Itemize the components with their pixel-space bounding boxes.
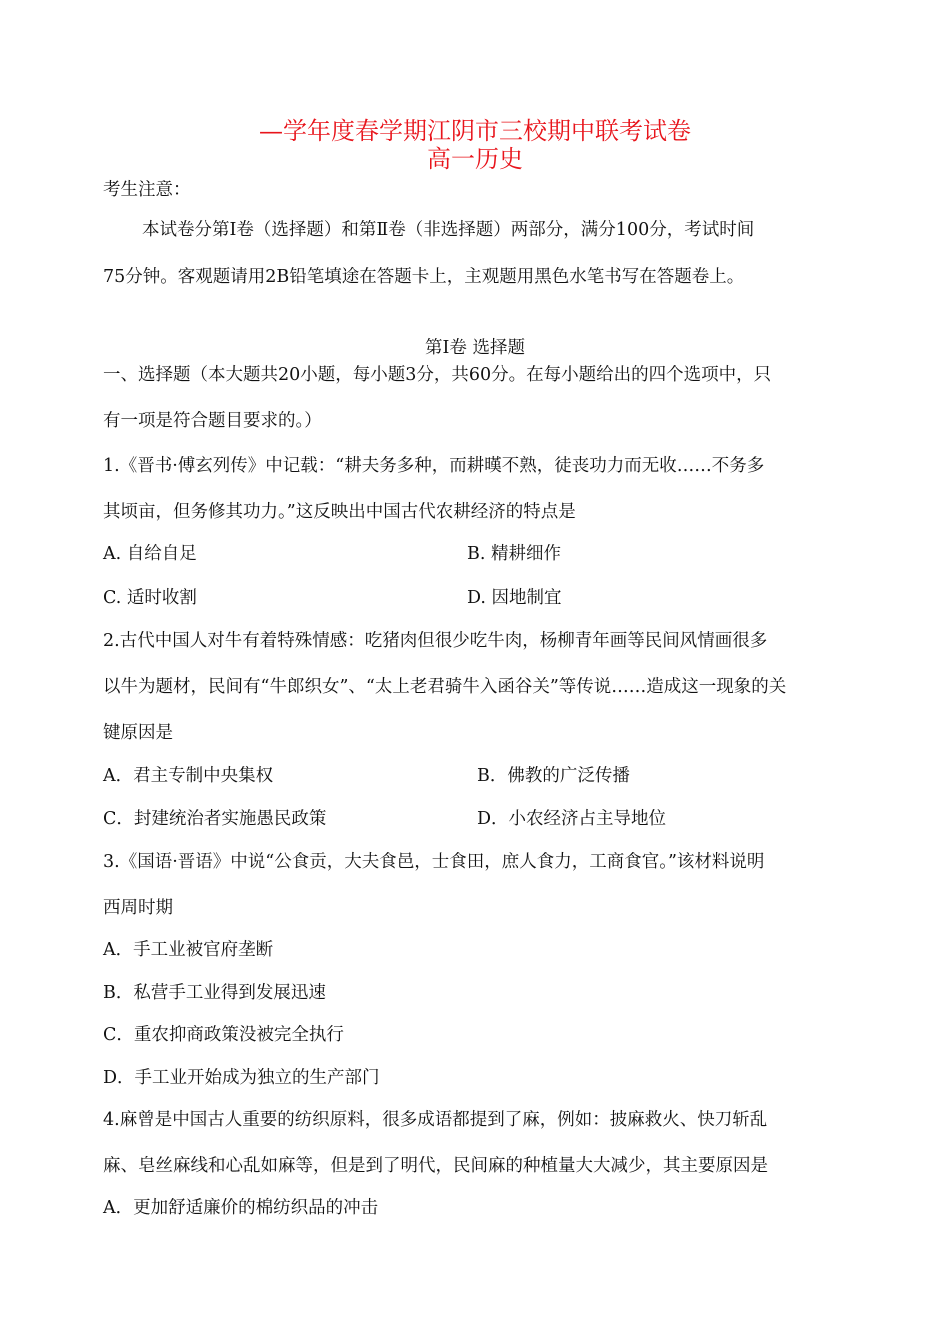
question-3-stem-line1: 3.《国语·晋语》中说“公食贡，大夫食邑，士食田，庶人食力，工商食官。”该材料说明: [103, 852, 765, 872]
question-1-option-c: C. 适时收割: [103, 588, 197, 608]
question-4-stem-line1: 4.麻曾是中国古人重要的纺织原料，很多成语都提到了麻，例如：披麻救火、快刀斩乱: [103, 1110, 768, 1130]
question-1-stem-line2: 其顷亩，但务修其功力。”这反映出中国古代农耕经济的特点是: [103, 502, 576, 522]
question-3-option-a: A．手工业被官府垄断: [103, 940, 274, 960]
question-4-option-a: A．更加舒适廉价的棉纺织品的冲击: [103, 1198, 379, 1218]
question-3-option-c: C．重农抑商政策没被完全执行: [103, 1025, 344, 1045]
question-2-option-a: A．君主专制中央集权: [103, 766, 274, 786]
question-1-option-b: B. 精耕细作: [467, 544, 561, 564]
question-1-option-d: D. 因地制宜: [467, 588, 562, 608]
question-3-option-d: D．手工业开始成为独立的生产部门: [103, 1068, 380, 1088]
question-1-option-a: A. 自给自足: [103, 544, 197, 564]
question-4-stem-line2: 麻、皂丝麻线和心乱如麻等，但是到了明代，民间麻的种植量大大减少，其主要原因是: [103, 1156, 768, 1176]
notice-text-line2: 75分钟。客观题请用2B铅笔填途在答题卡上，主观题用黑色水笔书写在答题卷上。: [103, 267, 745, 287]
section-intro-line1: 一、选择题（本大题共20小题，每小题3分，共60分。在每小题给出的四个选项中，只: [103, 365, 772, 385]
notice-text-line1: 本试卷分第Ⅰ卷（选择题）和第Ⅱ卷（非选择题）两部分，满分100分，考试时间: [142, 220, 755, 240]
question-3-stem-line2: 西周时期: [103, 898, 173, 918]
exam-title: —学年度春学期江阴市三校期中联考试卷: [259, 117, 691, 145]
section-title: 第Ⅰ卷 选择题: [425, 338, 525, 358]
question-2-option-c: C．封建统治者实施愚民政策: [103, 809, 327, 829]
exam-subject: 高一历史: [427, 145, 523, 173]
question-3-option-b: B．私营手工业得到发展迅速: [103, 983, 326, 1003]
section-intro-line2: 有一项是符合题目要求的。）: [103, 411, 322, 431]
question-2-option-b: B．佛教的广泛传播: [477, 766, 630, 786]
question-1-stem-line1: 1.《晋书·傅玄列传》中记载：“耕夫务多种，而耕暵不熟，徒丧功力而无收……不务多: [103, 456, 765, 476]
question-2-stem-line3: 键原因是: [103, 723, 173, 743]
question-2-stem-line1: 2.古代中国人对牛有着特殊情感：吃猪肉但很少吃牛肉，杨柳青年画等民间风情画很多: [103, 631, 768, 651]
question-2-stem-line2: 以牛为题材，民间有“牛郎织女”、“太上老君骑牛入函谷关”等传说……造成这一现象的关: [103, 677, 787, 697]
notice-label: 考生注意：: [103, 180, 191, 200]
question-2-option-d: D．小农经济占主导地位: [477, 809, 667, 829]
